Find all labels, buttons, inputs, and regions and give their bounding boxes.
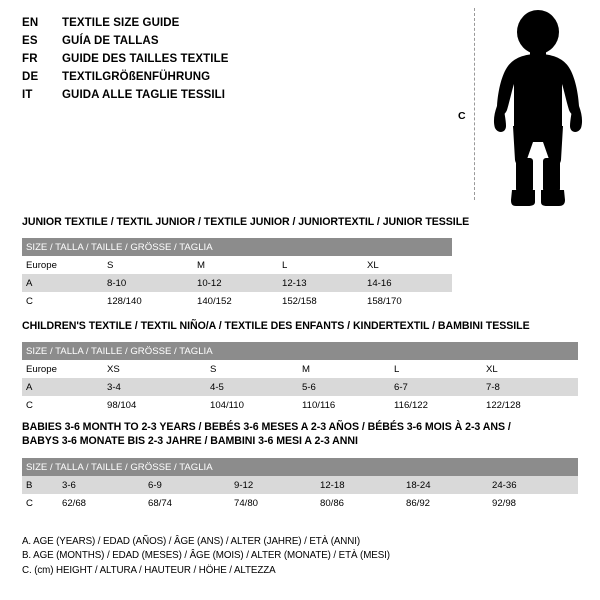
section-title-children: CHILDREN'S TEXTILE / TEXTIL NIÑO/A / TEXTILE DES ENFANTS / KINDERTEXTIL / BAMBINI TESSILE <box>22 320 530 332</box>
row-label: A <box>22 274 107 292</box>
language-header <box>22 14 432 104</box>
size-header-label: SIZE / TALLA / TAILLE / GRÖSSE / TAGLIA <box>22 342 578 360</box>
table-row <box>22 396 578 414</box>
cell-value: 3-4 <box>107 378 210 396</box>
language-code: FR <box>22 53 38 65</box>
cell-value: 7-8 <box>486 378 578 396</box>
column-label: L <box>394 360 486 378</box>
cell-value: 98/104 <box>107 396 210 414</box>
measurement-figure <box>452 6 592 206</box>
cell-value: 5-6 <box>302 378 394 396</box>
section-title-babies <box>22 421 511 448</box>
row-label: B <box>22 476 62 494</box>
dashed-guide-line <box>474 8 475 200</box>
cell-value: 104/110 <box>210 396 302 414</box>
cell-value: 12-13 <box>282 274 367 292</box>
row-label: C <box>22 396 107 414</box>
child-silhouette-icon <box>486 10 590 208</box>
language-row-fr <box>22 50 432 68</box>
cell-value: 10-12 <box>197 274 282 292</box>
table-header-row <box>22 238 452 256</box>
language-text: TEXTILE SIZE GUIDE <box>62 17 180 29</box>
column-label: Europe <box>22 256 107 274</box>
legend-item-b: B. AGE (MONTHS) / EDAD (MESES) / ÂGE (MOIS) / ALTER (MONATE) / ETÀ (MESI) <box>22 550 390 561</box>
column-label: S <box>210 360 302 378</box>
cell-value: 86/92 <box>406 494 492 512</box>
cell-value: 24-36 <box>492 476 578 494</box>
cell-value: 122/128 <box>486 396 578 414</box>
children-size-table <box>22 342 578 414</box>
cell-value: 128/140 <box>107 292 197 310</box>
column-label: XS <box>107 360 210 378</box>
size-header-label: SIZE / TALLA / TAILLE / GRÖSSE / TAGLIA <box>22 458 578 476</box>
language-code: DE <box>22 71 39 83</box>
cell-value: 158/170 <box>367 292 452 310</box>
row-label: C <box>22 494 62 512</box>
language-row-it <box>22 86 432 104</box>
table-row <box>22 494 578 512</box>
language-text: TEXTILGRÖßENFÜHRUNG <box>62 71 211 83</box>
table-row <box>22 360 578 378</box>
babies-size-table <box>22 458 578 512</box>
cell-value: 8-10 <box>107 274 197 292</box>
cell-value: 62/68 <box>62 494 148 512</box>
cell-value: 74/80 <box>234 494 320 512</box>
cell-value: 6-9 <box>148 476 234 494</box>
language-row-en <box>22 14 432 32</box>
cell-value: 68/74 <box>148 494 234 512</box>
table-row <box>22 256 452 274</box>
table-row <box>22 274 452 292</box>
table-row <box>22 292 452 310</box>
junior-size-table <box>22 238 452 310</box>
legend <box>22 535 390 579</box>
cell-value: 116/122 <box>394 396 486 414</box>
column-label: M <box>197 256 282 274</box>
column-label: XL <box>486 360 578 378</box>
height-measure-label: C <box>458 110 466 122</box>
column-label: L <box>282 256 367 274</box>
row-label: A <box>22 378 107 396</box>
column-label: Europe <box>22 360 107 378</box>
language-code: IT <box>22 89 33 101</box>
cell-value: 4-5 <box>210 378 302 396</box>
language-text: GUIDE DES TAILLES TEXTILE <box>62 53 229 65</box>
cell-value: 110/116 <box>302 396 394 414</box>
column-label: M <box>302 360 394 378</box>
legend-item-a: A. AGE (YEARS) / EDAD (AÑOS) / ÂGE (ANS) / ALTER (JAHRE) / ETÀ (ANNI) <box>22 535 361 547</box>
language-row-es <box>22 32 432 50</box>
cell-value: 9-12 <box>234 476 320 494</box>
cell-value: 80/86 <box>320 494 406 512</box>
language-text: GUIDA ALLE TAGLIE TESSILI <box>62 89 226 101</box>
section-title-junior: JUNIOR TEXTILE / TEXTIL JUNIOR / TEXTILE JUNIOR / JUNIORTEXTIL / JUNIOR TESSILE <box>22 216 470 228</box>
section-title-babies-line2: BABYS 3-6 MONATE BIS 2-3 JAHRE / BAMBINI 3-6 MESI A 2-3 ANNI <box>22 434 358 447</box>
language-code: EN <box>22 17 39 29</box>
column-label: S <box>107 256 197 274</box>
language-text: GUÍA DE TALLAS <box>62 35 159 47</box>
cell-value: 14-16 <box>367 274 452 292</box>
cell-value: 6-7 <box>394 378 486 396</box>
table-row <box>22 378 578 396</box>
cell-value: 18-24 <box>406 476 492 494</box>
size-header-label: SIZE / TALLA / TAILLE / GRÖSSE / TAGLIA <box>22 238 452 256</box>
row-label: C <box>22 292 107 310</box>
table-header-row <box>22 458 578 476</box>
table-row <box>22 476 578 494</box>
cell-value: 152/158 <box>282 292 367 310</box>
cell-value: 12-18 <box>320 476 406 494</box>
cell-value: 140/152 <box>197 292 282 310</box>
cell-value: 3-6 <box>62 476 148 494</box>
cell-value: 92/98 <box>492 494 578 512</box>
column-label: XL <box>367 256 452 274</box>
language-row-de <box>22 68 432 86</box>
legend-item-c: C. (cm) HEIGHT / ALTURA / HAUTEUR / HÖHE / ALTEZZA <box>22 564 276 576</box>
language-code: ES <box>22 35 38 47</box>
section-title-babies-line1: BABIES 3-6 MONTH TO 2-3 YEARS / BEBÉS 3-6 MESES A 2-3 AÑOS / BÉBÉS 3-6 MOIS À 2-3 ANS / <box>22 421 511 433</box>
table-header-row <box>22 342 578 360</box>
